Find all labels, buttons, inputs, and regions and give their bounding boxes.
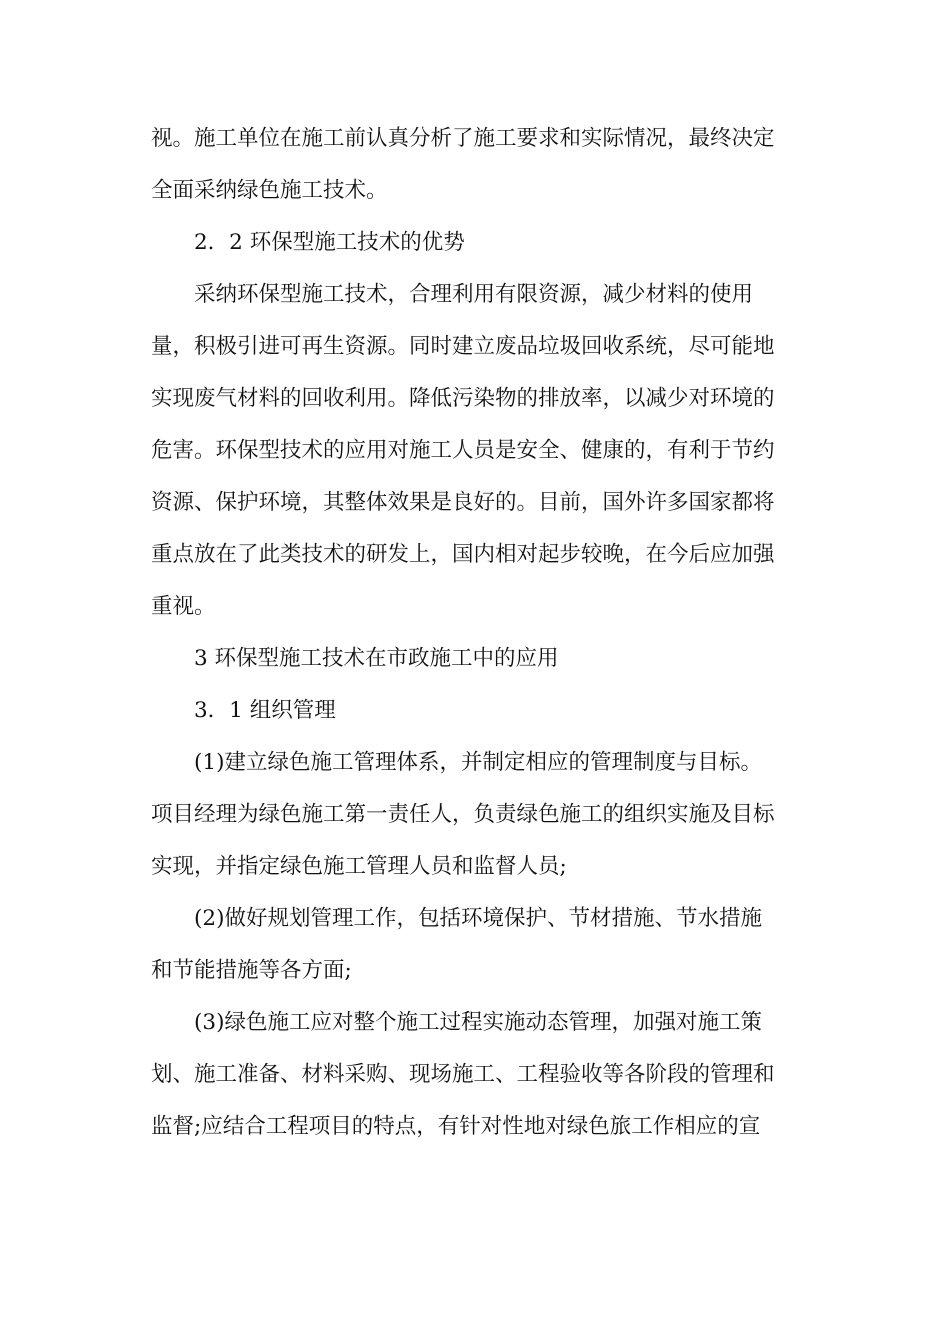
text-line: 监督;应结合工程项目的特点，有针对性地对绿色旅工作相应的宣	[151, 1114, 761, 1139]
text-line: 实现，并指定绿色施工管理人员和监督人员;	[151, 854, 567, 879]
text-line: 量，积极引进可再生资源。同时建立废品垃圾回收系统，尽可能地	[151, 334, 775, 359]
text-line: (2)做好规划管理工作，包括环境保护、节材措施、节水措施	[194, 906, 762, 931]
text-line: (1)建立绿色施工管理体系，并制定相应的管理制度与目标。	[194, 750, 762, 775]
text-line: 重点放在了此类技术的研发上，国内相对起步较晚，在今后应加强	[151, 542, 775, 567]
text-line: 危害。环保型技术的应用对施工人员是安全、健康的，有利于节约	[151, 438, 775, 463]
section-heading: 3 环保型施工技术在市政施工中的应用	[194, 646, 559, 671]
text-line: 采纳环保型施工技术，合理利用有限资源，减少材料的使用	[194, 282, 754, 307]
text-line: 视。施工单位在施工前认真分析了施工要求和实际情况，最终决定	[151, 126, 775, 151]
section-heading: 3．1 组织管理	[194, 698, 336, 723]
text-line: 资源、保护环境，其整体效果是良好的。目前，国外许多国家都将	[151, 490, 775, 515]
text-line: 全面采纳绿色施工技术。	[151, 178, 388, 203]
text-line: (3)绿色施工应对整个施工过程实施动态管理，加强对施工策	[194, 1010, 762, 1035]
text-line: 项目经理为绿色施工第一责任人，负责绿色施工的组织实施及目标	[151, 802, 775, 827]
text-line: 和节能措施等各方面;	[151, 958, 352, 983]
text-line: 重视。	[151, 594, 216, 619]
section-heading: 2．2 环保型施工技术的优势	[194, 230, 465, 255]
text-line: 划、施工准备、材料采购、现场施工、工程验收等各阶段的管理和	[151, 1062, 775, 1087]
text-line: 实现废气材料的回收利用。降低污染物的排放率，以减少对环境的	[151, 386, 775, 411]
body-text	[151, 113, 799, 1153]
